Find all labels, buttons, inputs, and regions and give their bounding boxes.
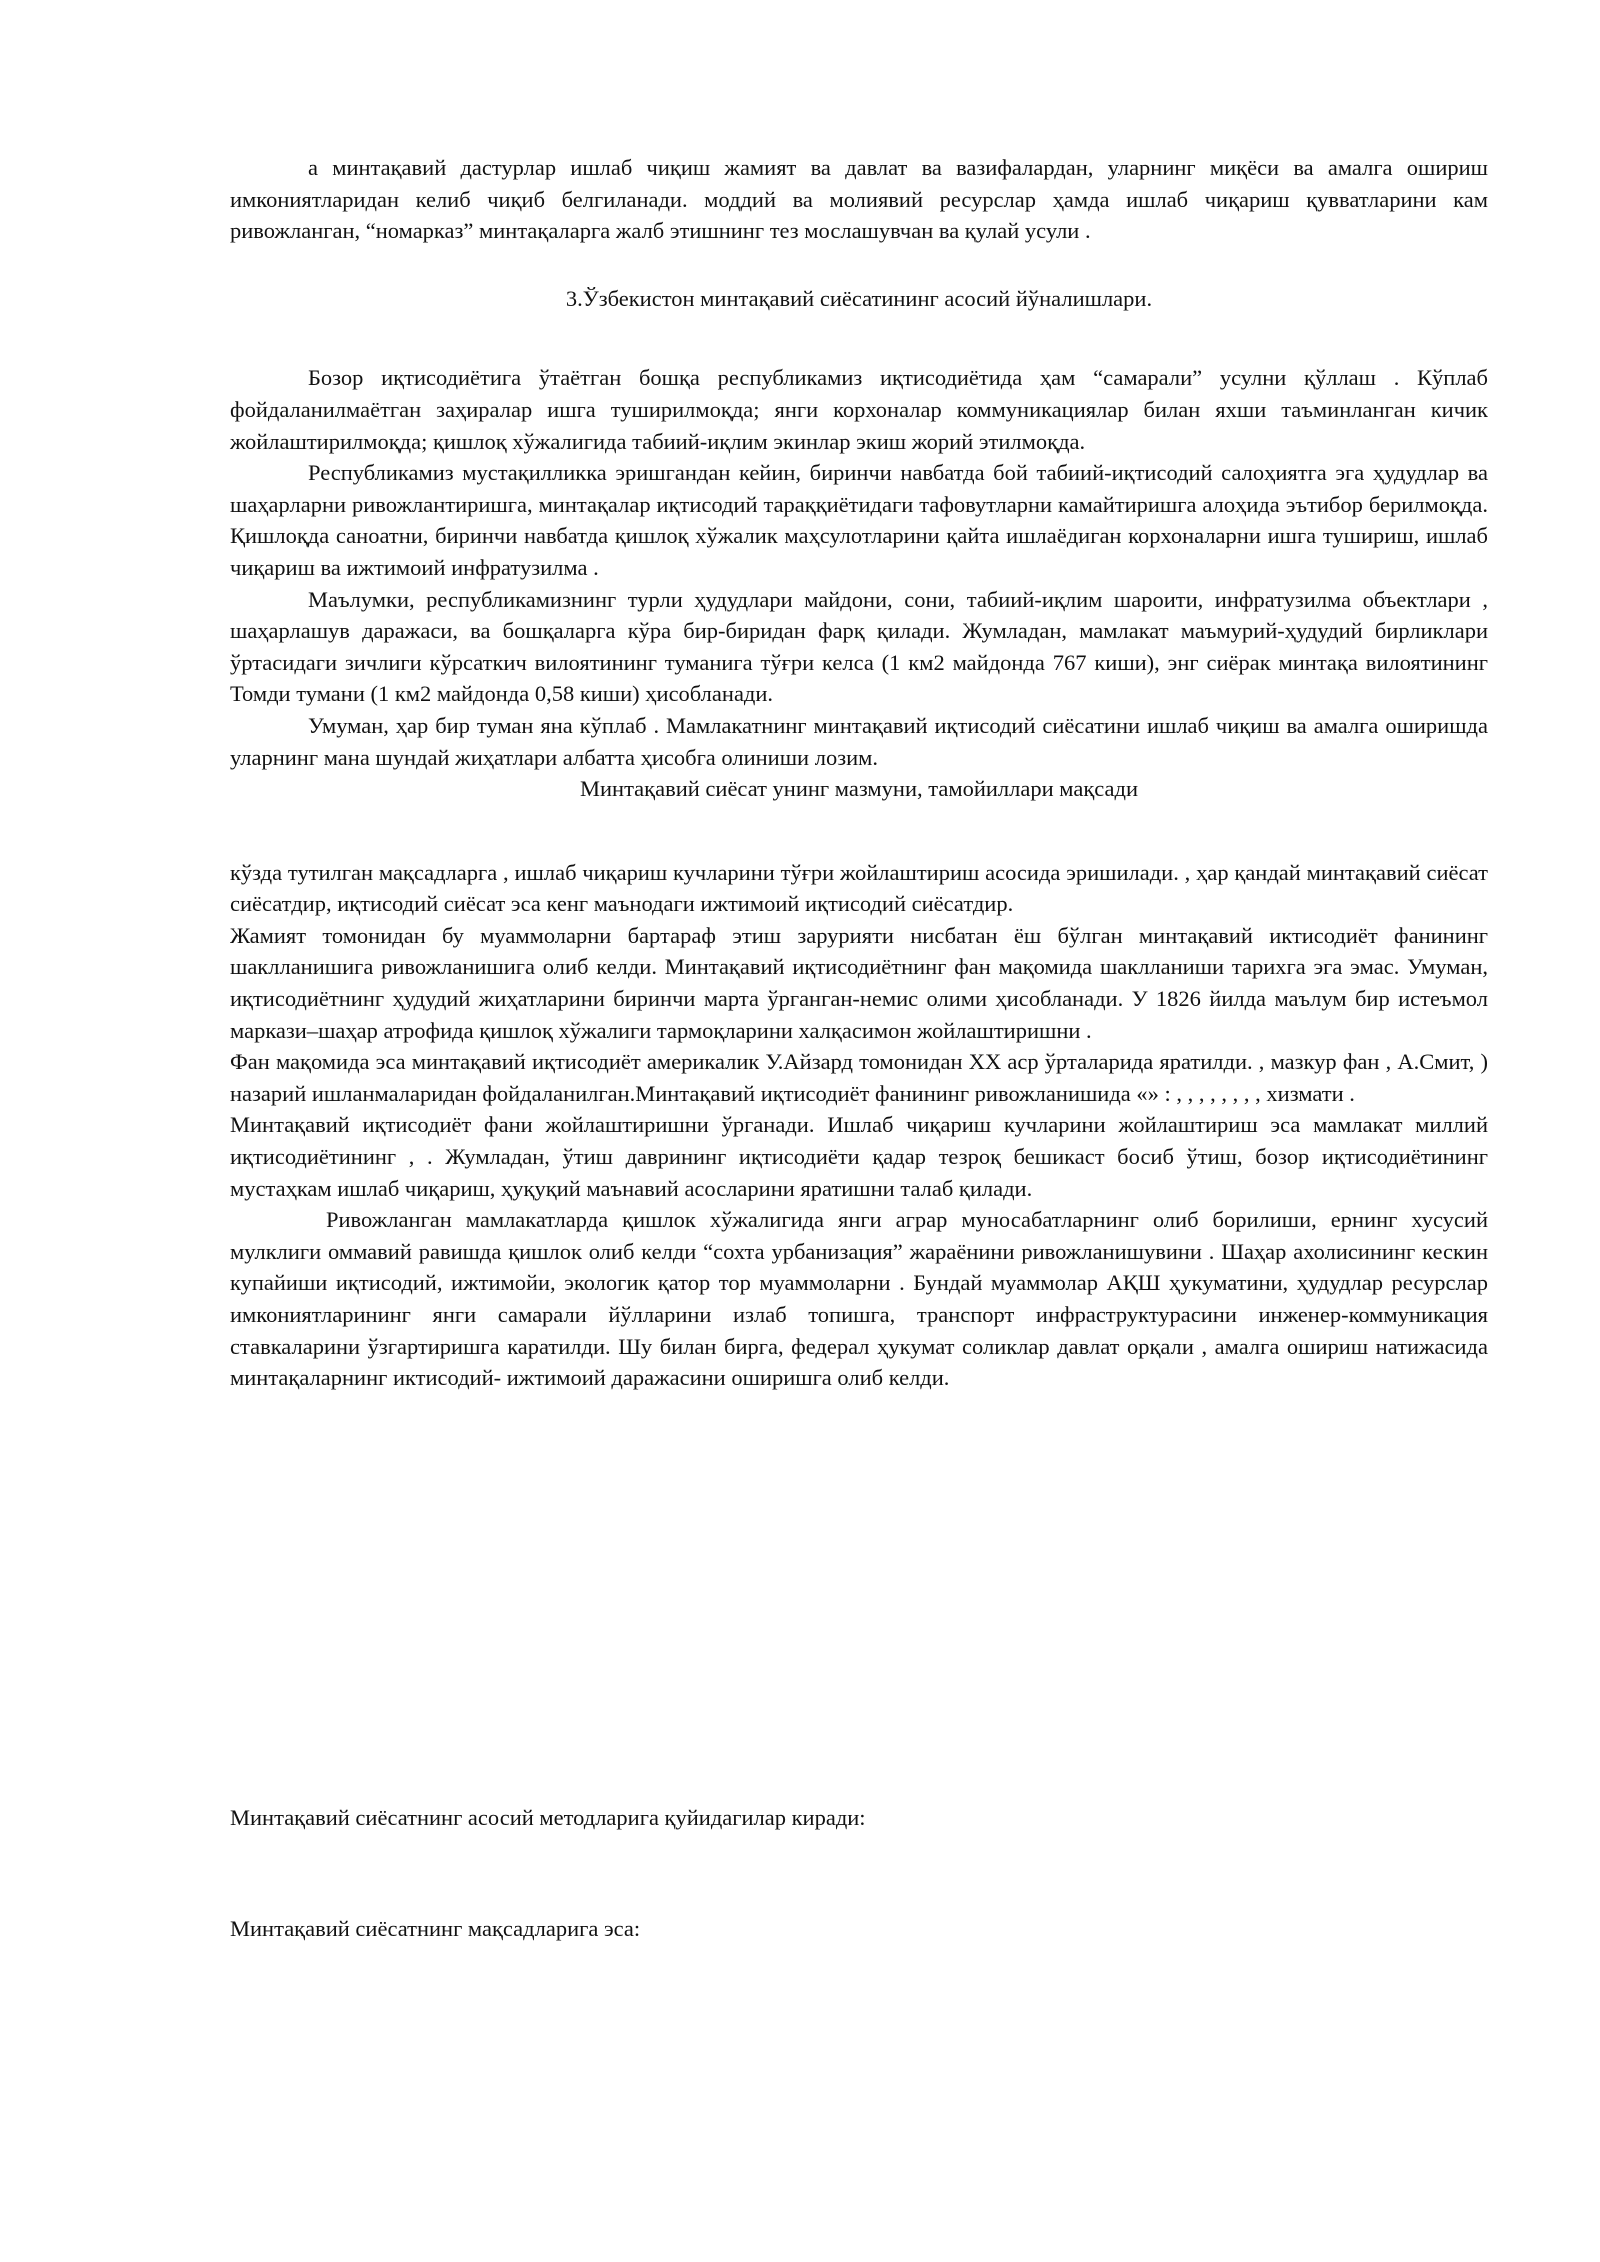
methods-line: Минтақавий сиёсатнинг асосий методларига қуйидагилар киради: <box>230 1805 866 1830</box>
paragraph-10: Ривожланган мамлакатларда қишлок хўжалигида янги аграр муносабатларнинг олиб борилиши, ернинг хусусий мулклиги оммавий равишда қишлок олиб келди “сохта урбанизация” жараёнини ривожланишувини . Шаҳар ахолисининг кескин купайиши иқтисодий, ижтимойи, экологик қатор тор муаммоларни . Бундай муаммолар АҚШ ҳукуматини, ҳудудлар ресурслар имкониятларининг янги самарали йўлларини излаб топишга, транспорт инфраструктурасини инженер-коммуникация ставкаларини ўзгартиришга каратилди. Шу билан бирга, федерал ҳукумат соликлар давлат орқали , амалга ошириш натижасида минтақаларнинг иктисодий- ижтимоий даражасини оширишга олиб келди. <box>230 1207 1488 1391</box>
paragraph-1: а минтақавий дастурлар ишлаб чиқиш жамият ва давлат ва вазифалардан, уларнинг миқёси ва амалга ошириш имкониятларидан келиб чиқиб белгиланади. моддий ва молиявий ресурслар ҳамда ишлаб чиқариш қувватларини кам ривожланган, “номарказ” минтақаларга жалб этишнинг тез мослашувчан ва қулай усули . <box>230 155 1488 244</box>
paragraph-3: Республикамиз мустақилликка эришгандан кейин, биринчи навбатда бой табиий-иқтисодий салоҳиятга эга ҳудудлар ва шаҳарларни ривожлантиришга, минтақалар иқтисодий тараққиётидаги тафовутларни камайтиришга алоҳида эътибор берилмоқда. Қишлоқда саноатни, биринчи навбатда қишлоқ хўжалик маҳсулотларини қайта ишлаёдиган корхоналарни ишга тушириш, ишлаб чиқариш ва ижтимоий инфратузилма . <box>230 460 1488 580</box>
subsection-heading: Минтақавий сиёсат унинг мазмуни, тамойиллари мақсади <box>579 776 1139 802</box>
paragraph-8: Фан мақомида эса минтақавий иқтисодиёт америкалик У.Айзард томонидан XX аср ўрталарида яратилди. , мазкур фан , А.Смит, ) назарий ишланмаларидан фойдаланилган.Минтақавий иқтисодиёт фанининг ривожланишида «» : , , , , , , , , хизмати . <box>230 1049 1488 1106</box>
paragraph-2: Бозор иқтисодиётига ўтаётган бошқа республикамиз иқтисодиётида ҳам “самарали” усулни қўллаш . Кўплаб фойдаланилмаётган заҳиралар ишга туширилмоқда; янги корхоналар коммуникациялар билан яхши таъминланган кичик жойлаштирилмоқда; қишлоқ хўжалигида табиий-иқлим экинлар экиш жорий этилмоқда. <box>230 365 1488 454</box>
section-heading-3: 3.Ўзбекистон минтақавий сиёсатининг асосий йўналишлари. <box>565 285 1153 311</box>
goals-line: Минтақавий сиёсатнинг мақсадларига эса: <box>230 1916 641 1941</box>
paragraph-7: Жамият томонидан бу муаммоларни бартараф этиш зарурияти нисбатан ёш бўлган минтақавий иктисодиёт фанининг шаклланишига ривожланишига олиб келди. Минтақавий иқтисодиётнинг фан мақомида шаклланиши тарихга эга эмас. Умуман, иқтисодиётнинг ҳудудий жиҳатларини биринчи марта ўрганган-немис олими ҳисобланади. У 1826 йилда маълум бир истеъмол маркази–шаҳар атрофида қишлоқ хўжалиги тармоқларини халқасимон жойлаштиришни . <box>230 922 1488 1043</box>
paragraph-6: кўзда тутилган мақсадларга , ишлаб чиқариш кучларини тўғри жойлаштириш асосида эришилади. , ҳар қандай минтақавий сиёсат сиёсатдир, иқтисодий сиёсат эса кенг маънодаги ижтимоий иқтисодий сиёсатдир. <box>230 859 1488 917</box>
paragraph-9: Минтақавий иқтисодиёт фани жойлаштиришни ўрганади. Ишлаб чиқариш кучларини жойлаштириш эса мамлакат миллий иқтисодиётининг , . Жумладан, ўтиш даврининг иқтисодиёти қадар тезроқ бешикаст босиб ўтиш, бозор иқтисодиётининг мустаҳкам ишлаб чиқариш, ҳуқуқий маънавий асосларини яратишни талаб қилади. <box>230 1112 1488 1201</box>
paragraph-4: Маълумки, республикамизнинг турли ҳудудлари майдони, сони, табиий-иқлим шароити, инфратузилма объектлари , шаҳарлашув даражаси, ва бошқаларга кўра бир-биридан фарқ қилади. Жумладан, мамлакат маъмурий-ҳудудий бирликлари ўртасидаги зичлиги кўрсаткич вилоятининг туманига тўғри келса (1 км2 майдонда 767 киши), энг сиёрак минтақа вилоятининг Томди тумани (1 км2 майдонда 0,58 киши) ҳисобланади. <box>230 586 1488 707</box>
document-page <box>230 152 1488 1394</box>
paragraph-5: Умуман, ҳар бир туман яна кўплаб . Мамлакатнинг минтақавий иқтисодий сиёсатини ишлаб чиқиш ва амалга оширишда уларнинг мана шундай жиҳатлари албатта ҳисобга олиниши лозим. <box>230 712 1488 770</box>
